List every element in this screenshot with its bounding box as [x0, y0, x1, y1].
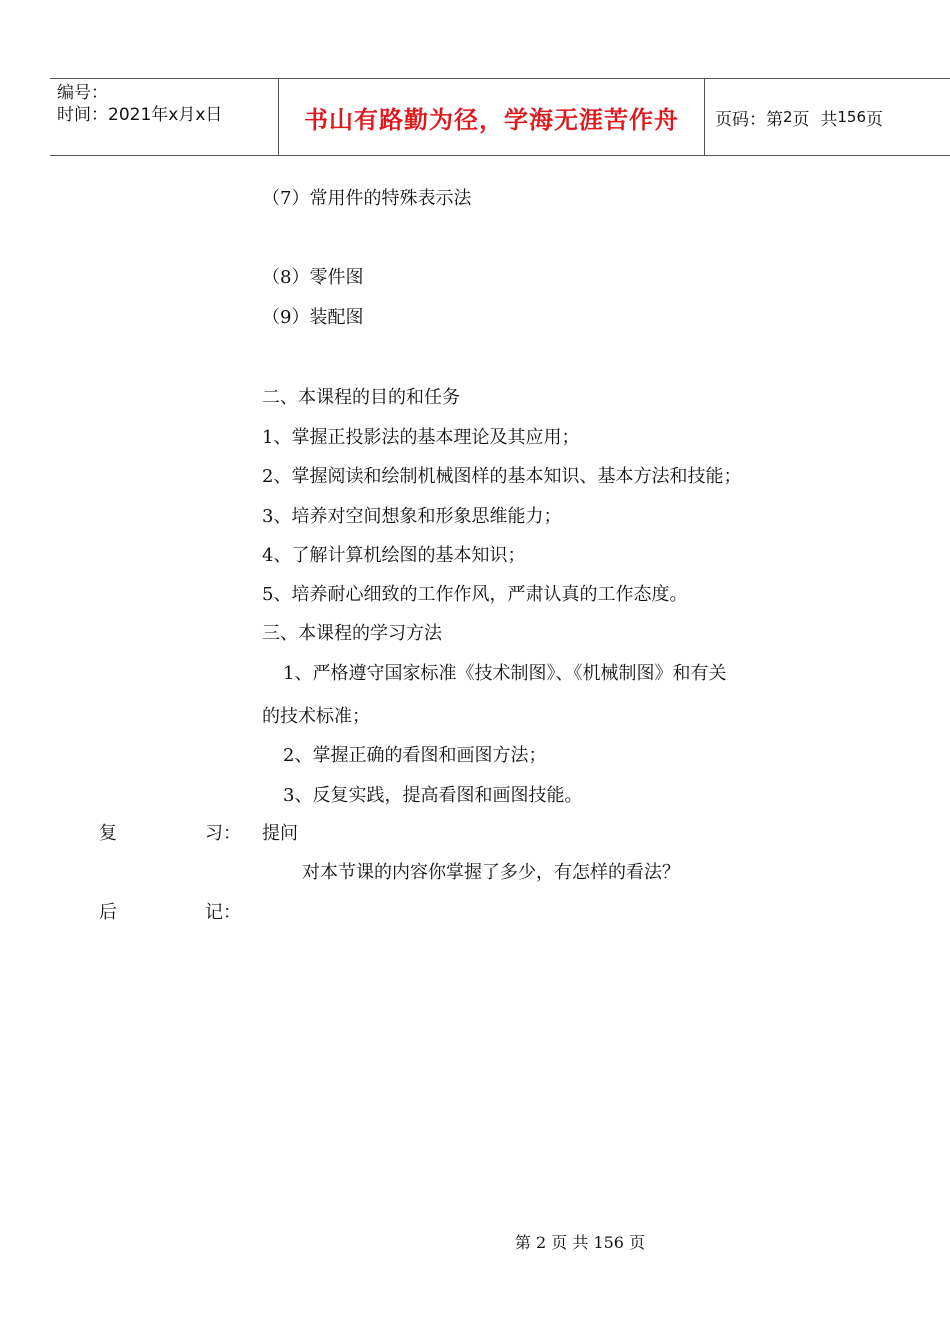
goal-item-3: 3、培养对空间想象和形象思维能力；: [262, 506, 562, 527]
review-label-second: 习：: [205, 823, 241, 844]
review-value: 提问: [262, 823, 298, 844]
afterword-label-second: 记：: [205, 902, 241, 923]
page-prefix: 页码：第: [715, 109, 783, 130]
list-item-7: （7）常用件的特殊表示法: [262, 188, 472, 209]
page-mid: 页 共: [792, 109, 838, 130]
method-item-3: 3、反复实践，提高看图和画图技能。: [283, 785, 583, 806]
section-heading-methods: 三、本课程的学习方法: [262, 623, 442, 644]
method-item-1-continued: 的技术标准；: [262, 706, 370, 727]
goal-item-2: 2、掌握阅读和绘制机械图样的基本知识、基本方法和技能；: [262, 466, 742, 487]
page-footer: 第 2 页 共 156 页: [514, 1233, 646, 1252]
list-item-9: （9）装配图: [262, 307, 364, 328]
method-item-2: 2、掌握正确的看图和画图方法；: [283, 745, 547, 766]
page-suffix: 页: [866, 109, 883, 130]
goal-item-4: 4、了解计算机绘图的基本知识；: [262, 545, 526, 566]
header-page-cell: [705, 79, 950, 155]
goal-item-1: 1、掌握正投影法的基本理论及其应用；: [262, 427, 580, 448]
review-question: 对本节课的内容你掌握了多少，有怎样的看法？: [302, 862, 680, 883]
list-item-8: （8）零件图: [262, 267, 364, 288]
header-info-cell: [50, 79, 279, 155]
document-time-label: 时间：2021年x月x日: [57, 105, 223, 125]
page-current: 2: [783, 108, 793, 126]
afterword-label-first: 后: [99, 902, 117, 923]
method-item-1: 1、严格遵守国家标准《技术制图》、《机械制图》和有关: [283, 663, 727, 684]
goal-item-5: 5、培养耐心细致的工作作风，严肃认真的工作态度。: [262, 584, 688, 605]
section-heading-goals: 二、本课程的目的和任务: [262, 387, 460, 408]
page-header: [50, 78, 950, 156]
document-number-label: 编号：: [57, 83, 108, 103]
page-total: 156: [837, 108, 866, 126]
header-motto-cell: [279, 79, 705, 155]
review-label-first: 复: [99, 823, 117, 844]
motto-text: 书山有路勤为径，学海无涯苦作舟: [304, 104, 679, 134]
